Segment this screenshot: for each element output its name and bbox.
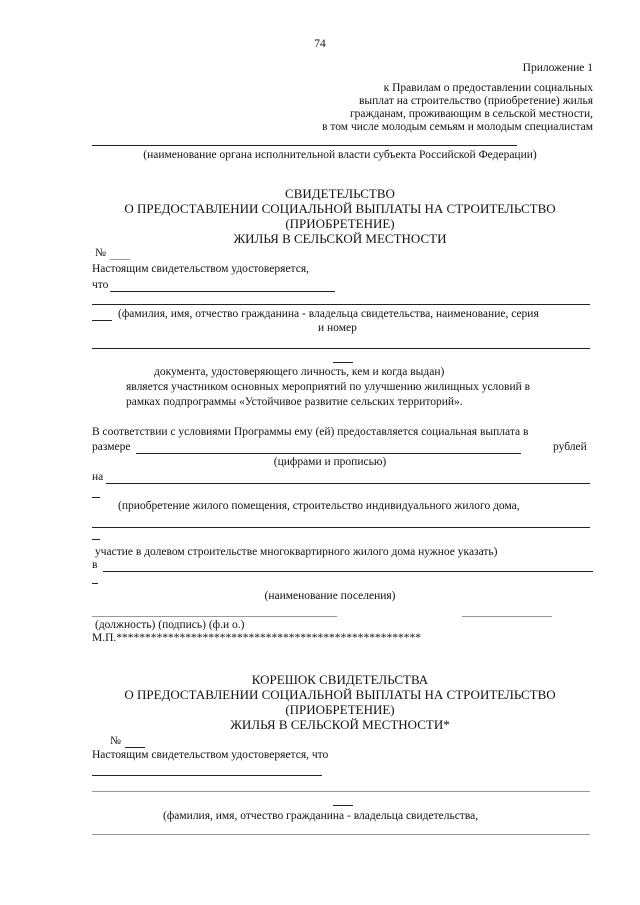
- page-number: 74: [314, 38, 326, 50]
- stamp-line: М.П.*****************************************************: [92, 632, 422, 644]
- rubles-label: рублей: [553, 441, 587, 453]
- purpose-field-short: [92, 539, 100, 540]
- certificate-title: (ПРИОБРЕТЕНИЕ): [285, 216, 395, 231]
- purpose-caption: (приобретение жилого помещения, строительство индивидуального жилого дома,: [118, 500, 520, 512]
- stub-that-field[interactable]: [92, 775, 322, 776]
- in-label: в: [92, 559, 98, 571]
- number-label: №: [95, 247, 106, 259]
- purpose-caption: участие в долевом строительстве многоквартирного жилого дома нужное указать): [95, 546, 498, 558]
- authority-caption: (наименование органа исполнительной власти субъекта Российской Федерации): [143, 149, 537, 161]
- accordance-text: В соответствии с условиями Программы ему (ей) предоставляется социальная выплата в: [92, 426, 529, 438]
- certify-text: Настоящим свидетельством удостоверяется,: [92, 263, 309, 275]
- stub-certify-text: Настоящим свидетельством удостоверяется, что: [92, 749, 329, 761]
- signature-field[interactable]: [92, 616, 337, 617]
- owner-field[interactable]: [92, 304, 590, 305]
- certificate-title: ЖИЛЬЯ В СЕЛЬСКОЙ МЕСТНОСТИ: [233, 231, 447, 246]
- purpose-field[interactable]: [106, 483, 590, 484]
- document-field[interactable]: [92, 348, 590, 349]
- owner-field-short: [92, 320, 112, 321]
- owner-caption: (фамилия, имя, отчество гражданина - владельца свидетельства, наименование, серия: [118, 308, 539, 320]
- appendix-line: гражданам, проживающим в сельской местности,: [349, 108, 593, 120]
- number-field[interactable]: [110, 259, 130, 260]
- stub-title: (ПРИОБРЕТЕНИЕ): [285, 702, 395, 717]
- sign-caption: (должность) (подпись) (ф.и о.): [95, 619, 245, 631]
- date-field[interactable]: [462, 616, 552, 617]
- settlement-field-short: [92, 583, 98, 584]
- participant-text: является участником основных мероприятий по улучшению жилищных условий в: [126, 381, 531, 393]
- that-label: что: [92, 279, 109, 291]
- settlement-field[interactable]: [103, 571, 593, 572]
- appendix-label: Приложение 1: [522, 62, 593, 74]
- document-caption: документа, удостоверяющего личность, кем и когда выдан): [154, 366, 445, 378]
- stub-owner-field-short: [333, 805, 353, 806]
- stub-number-field[interactable]: [125, 747, 145, 748]
- amount-field[interactable]: [136, 453, 521, 454]
- authority-line: [92, 145, 517, 146]
- stub-owner-caption: (фамилия, имя, отчество гражданина - владельца свидетельства,: [163, 810, 479, 822]
- amount-caption: (цифрами и прописью): [273, 456, 387, 468]
- purpose-field-short: [92, 497, 100, 498]
- certificate-title: СВИДЕТЕЛЬСТВО: [285, 186, 395, 201]
- appendix-line: к Правилам о предоставлении социальных: [383, 82, 593, 94]
- owner-caption: и номер: [318, 322, 357, 334]
- on-label: на: [92, 471, 104, 483]
- purpose-field-2[interactable]: [92, 527, 590, 528]
- settlement-caption: (наименование поселения): [264, 590, 396, 602]
- that-field[interactable]: [110, 291, 335, 292]
- participant-text: рамках подпрограммы «Устойчивое развитие сельских территорий».: [126, 396, 463, 408]
- size-label: размере: [92, 441, 131, 453]
- stub-owner-field[interactable]: [92, 791, 590, 792]
- stub-title: О ПРЕДОСТАВЛЕНИИ СОЦИАЛЬНОЙ ВЫПЛАТЫ НА СТРОИТЕЛЬСТВО: [124, 687, 556, 702]
- appendix-line: в том числе молодым семьям и молодым специалистам: [322, 121, 593, 133]
- stub-title: КОРЕШОК СВИДЕТЕЛЬСТВА: [251, 672, 429, 687]
- stub-number-label: №: [110, 735, 121, 747]
- appendix-line: выплат на строительство (приобретение) жилья: [359, 95, 593, 107]
- document-field-short: [333, 362, 353, 363]
- stub-owner-field-2[interactable]: [92, 834, 590, 835]
- certificate-title: О ПРЕДОСТАВЛЕНИИ СОЦИАЛЬНОЙ ВЫПЛАТЫ НА СТРОИТЕЛЬСТВО: [124, 201, 556, 216]
- stub-title: ЖИЛЬЯ В СЕЛЬСКОЙ МЕСТНОСТИ*: [230, 717, 450, 732]
